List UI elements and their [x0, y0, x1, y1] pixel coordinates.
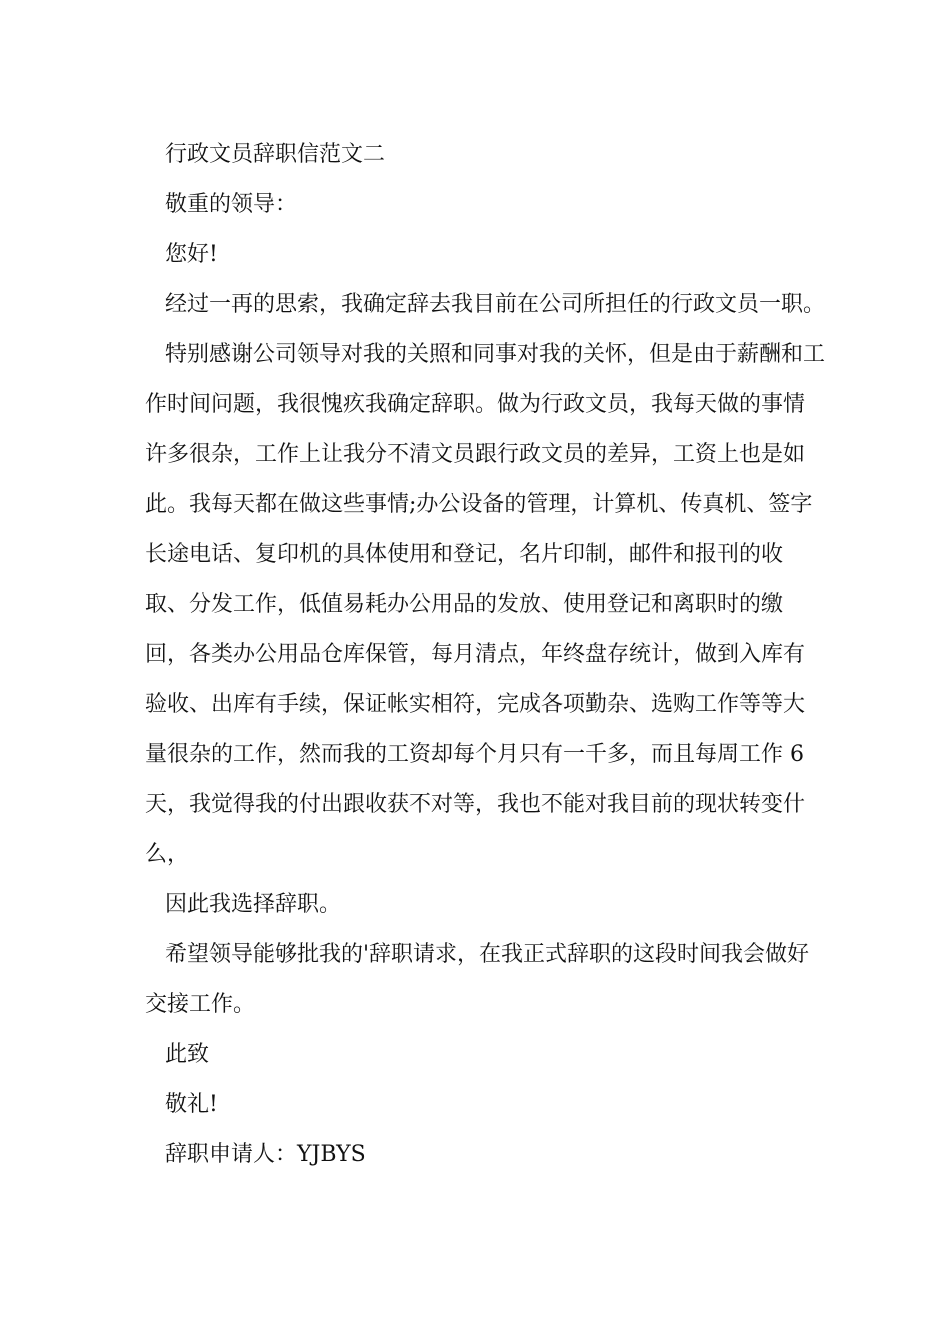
letter-greeting: 您好!	[165, 242, 218, 267]
letter-signature: 辞职申请人：YJBYS	[165, 1142, 366, 1167]
letter-body	[145, 130, 825, 1180]
letter-paragraph-2: 特别感谢公司领导对我的关照和同事对我的关怀，但是由于薪酬和工作时间问题，我很愧疚我确定辞职。做为行政文员，我每天做的事情许多很杂，工作上让我分不清文员跟行政文员的差异，工资上也是如此。我每天都在做这些事情;办公设备的管理，计算机、传真机、签字长途电话、复印机的具体使用和登记，名片印制，邮件和报刊的收取、分发工作，低值易耗办公用品的发放、使用登记和离职时的缴回，各类办公用品仓库保管，每月清点，年终盘存统计，做到入库有验收、出库有手续，保证帐实相符，完成各项勤杂、选购工作等等大量很杂的工作，然而我的工资却每个月只有一千多，而且每周工作 6 天，我觉得我的付出跟收获不对等，我也不能对我目前的现状转变什么，	[145, 342, 826, 867]
letter-closing-2: 敬礼!	[165, 1092, 218, 1117]
letter-closing-1: 此致	[165, 1042, 210, 1067]
letter-title: 行政文员辞职信范文二	[165, 142, 386, 167]
letter-paragraph-1: 经过一再的思索，我确定辞去我目前在公司所担任的行政文员一职。	[165, 292, 826, 317]
letter-paragraph-4: 希望领导能够批我的'辞职请求，在我正式辞职的这段时间我会做好交接工作。	[145, 942, 810, 1017]
letter-salutation: 敬重的领导：	[165, 192, 298, 217]
letter-paragraph-3: 因此我选择辞职。	[165, 892, 342, 917]
